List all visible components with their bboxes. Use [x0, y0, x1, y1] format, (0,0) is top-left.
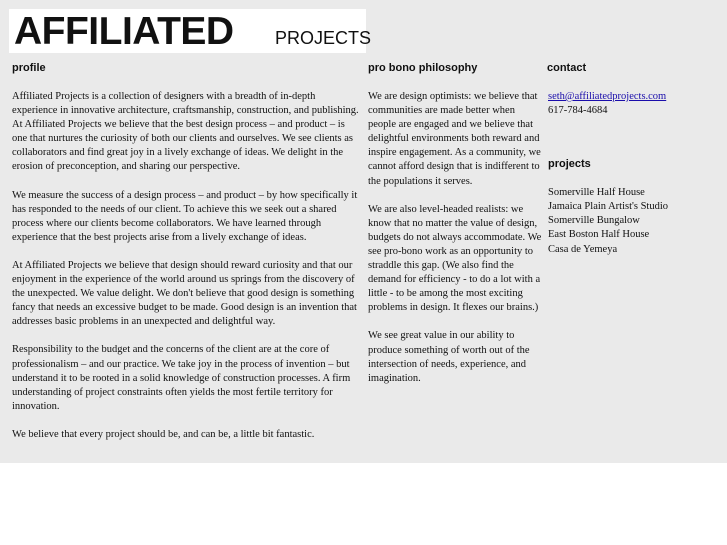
project-item: Casa de Yemeya — [548, 243, 618, 255]
probono-paragraph: We are design optimists: we believe that communities are made better when people are engaged and we believe that delightful environments both reward and inspire engagement. As a community, we cannot afford design that is indifferent to the populations it serves. — [368, 91, 541, 187]
contact-email-link[interactable]: seth@affiliatedprojects.com — [548, 91, 667, 102]
profile-paragraph: Affiliated Projects is a collection of designers with a breadth of in-depth experience in innovative architecture, craftsmanship, construction, and publishing. At Affiliated Projects we believe that the best design process – and product – is one that nurtures the curiosity of both our clients and ourselves. We see clients as collaborators and find great joy in a lively exchange of ideas. We delight in the erosion of preconception, and sharing our perspective. — [12, 91, 359, 173]
contact-heading: contact — [547, 62, 587, 74]
probono-paragraph: We see great value in our ability to produce something of worth out of the intersection of needs, experience, and imagination. — [368, 330, 530, 384]
contact-phone: 617-784-4684 — [548, 105, 608, 117]
logo-wordmark: AFFILIATED — [14, 10, 234, 53]
profile-heading: profile — [12, 62, 46, 74]
project-list — [548, 186, 722, 256]
profile-column — [12, 61, 362, 456]
contact-column — [547, 61, 722, 257]
project-item: Somerville Bungalow — [548, 215, 640, 227]
projects-heading: projects — [548, 158, 591, 171]
probono-column — [368, 61, 542, 400]
probono-paragraph: We are also level-headed realists: we know that no matter the value of design, budgets do not always accommodate. We see pro-bono work as an opportunity to straddle this gap. (We also find the demand for efficiency - to do a lot with a little - to be among the most exciting problems in design. It flexes our brains.) — [368, 203, 542, 314]
site-logo[interactable] — [9, 9, 372, 53]
profile-paragraph: We measure the success of a design process – and product – by how specifically it has responded to the needs of our client. To achieve this we seek out a shared process where our clients become collaborators. We have learned through experience that the best projects arise from a lively exchange of ideas. — [12, 189, 358, 243]
profile-paragraph: At Affiliated Projects we believe that design should reward curiosity and that our enjoyment in the experience of the world around us springs from the discovery of the unexpected. We value delight. We don't believe that good design is something fancy that needs an excessive budget to be made. Good design is an invention that addresses basic problems in an unexpected and delightful way. — [12, 259, 357, 328]
profile-paragraph: Responsibility to the budget and the concerns of the client are at the core of professionalism – and our practice. We take joy in the process of invention – but understand it to be rooted in a solid knowledge of construction processes. A firm understanding of project constraints often yields the most fertile territory for innovation. — [12, 344, 351, 412]
project-item: East Boston Half House — [548, 229, 650, 241]
probono-heading: pro bono philosophy — [368, 62, 478, 74]
profile-paragraph: We believe that every project should be, and can be, a little bit fantastic. — [12, 428, 315, 440]
project-item: Somerville Half House — [548, 187, 645, 199]
logo-subtitle: PROJECTS — [275, 28, 372, 48]
project-item: Jamaica Plain Artist's Studio — [548, 201, 669, 213]
